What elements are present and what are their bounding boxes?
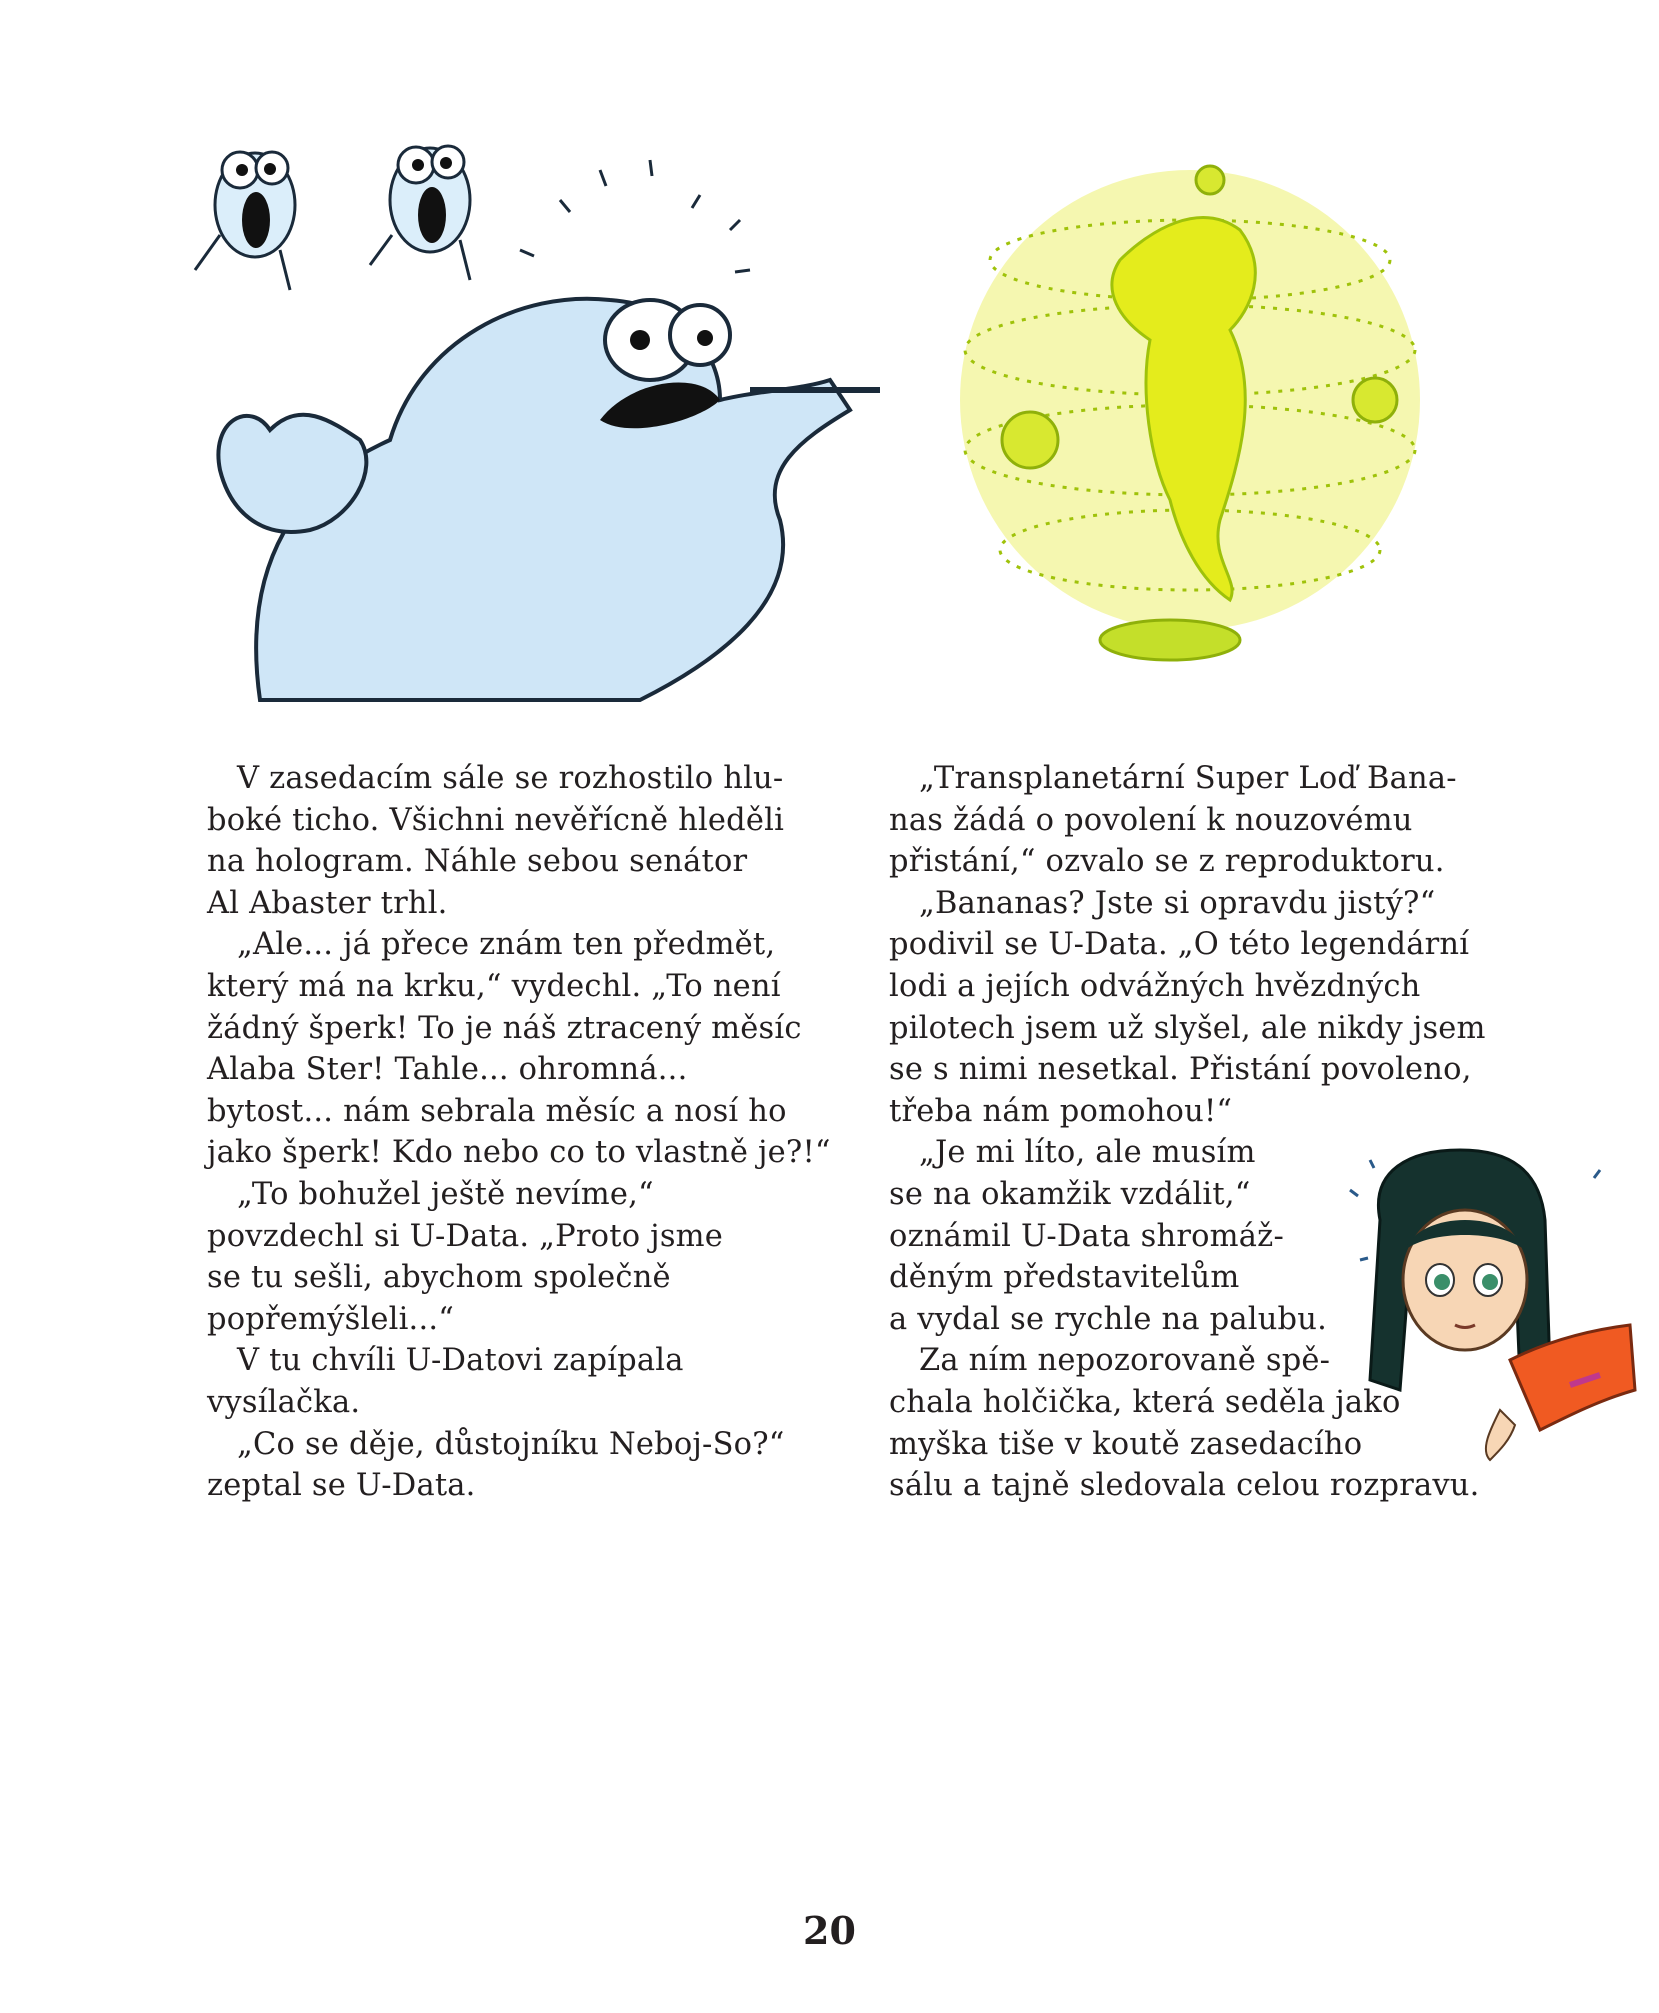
girl-illustration <box>1340 1130 1640 1470</box>
text-line: na hologram. Náhle sebou senátor <box>207 844 748 880</box>
text-line: „Ale... já přece znám ten předmět, <box>237 927 776 963</box>
text-line: přistání,“ ozvalo se z reproduktoru. <box>889 844 1445 880</box>
text-line: třeba nám pomohou!“ <box>889 1093 1233 1129</box>
text-line: Alaba Ster! Tahle... ohromná... <box>207 1052 688 1088</box>
text-line: oznámil U-Data shromáž- <box>889 1218 1284 1254</box>
text-line: V tu chvíli U-Datovi zapípala <box>237 1343 684 1379</box>
text-line: vysílačka. <box>207 1384 361 1420</box>
text-line: podivil se U-Data. „O této legendární <box>889 927 1470 963</box>
hologram-sphere <box>960 166 1420 660</box>
flying-critter-right <box>370 146 470 280</box>
text-line: „Bananas? Jste si opravdu jistý?“ <box>919 885 1436 921</box>
text-line: popřemýšleli...“ <box>207 1301 455 1337</box>
text-line: „Je mi líto, ale musím <box>919 1135 1256 1171</box>
page-number: 20 <box>803 1908 856 1953</box>
text-line: „Co se děje, důstojníku Neboj-So?“ <box>237 1426 785 1462</box>
text-line: se na okamžik vzdálit,“ <box>889 1176 1251 1212</box>
text-line: se tu sešli, abychom společně <box>207 1260 671 1296</box>
text-line: který má na krku,“ vydechl. „To není <box>207 968 781 1004</box>
text-line: bytost... nám sebrala měsíc a nosí ho <box>207 1093 787 1129</box>
text-line: povzdechl si U-Data. „Proto jsme <box>207 1218 724 1254</box>
text-line: Al Abaster trhl. <box>207 885 448 921</box>
text-line: jako šperk! Kdo nebo co to vlastně je?!“ <box>207 1135 831 1171</box>
text-line: nas žádá o povolení k nouzovému <box>889 802 1413 838</box>
flying-critter-left <box>195 152 295 290</box>
text-line: Za ním nepozorovaně spě- <box>919 1343 1331 1379</box>
text-line: žádný šperk! To je náš ztracený měsíc <box>207 1010 802 1046</box>
surprise-lines <box>520 160 750 272</box>
blue-creature <box>218 299 880 700</box>
text-line: „Transplanetární Super Loď Bana- <box>919 761 1457 796</box>
text-line: zeptal se U-Data. <box>207 1468 476 1504</box>
text-line: boké ticho. Všichni nevěřícně hleděli <box>207 802 785 838</box>
text-line: V zasedacím sále se rozhostilo hlu- <box>237 761 784 796</box>
text-line: děným představitelům <box>889 1260 1240 1296</box>
text-line: pilotech jsem už slyšel, ale nikdy jsem <box>889 1010 1486 1046</box>
text-line: a vydal se rychle na palubu. <box>889 1301 1328 1337</box>
text-column-left <box>207 758 831 1507</box>
text-line: „To bohužel ještě nevíme,“ <box>237 1176 654 1212</box>
text-line: myška tiše v koutě zasedacího <box>889 1426 1363 1462</box>
text-line: sálu a tajně sledovala celou rozpravu. <box>889 1468 1480 1504</box>
text-line: lodi a jejích odvážných hvězdných <box>889 968 1421 1004</box>
text-line: se s nimi nesetkal. Přistání povoleno, <box>889 1052 1472 1088</box>
text-line: chala holčička, která seděla jako <box>889 1384 1401 1420</box>
top-illustration <box>160 140 1500 720</box>
